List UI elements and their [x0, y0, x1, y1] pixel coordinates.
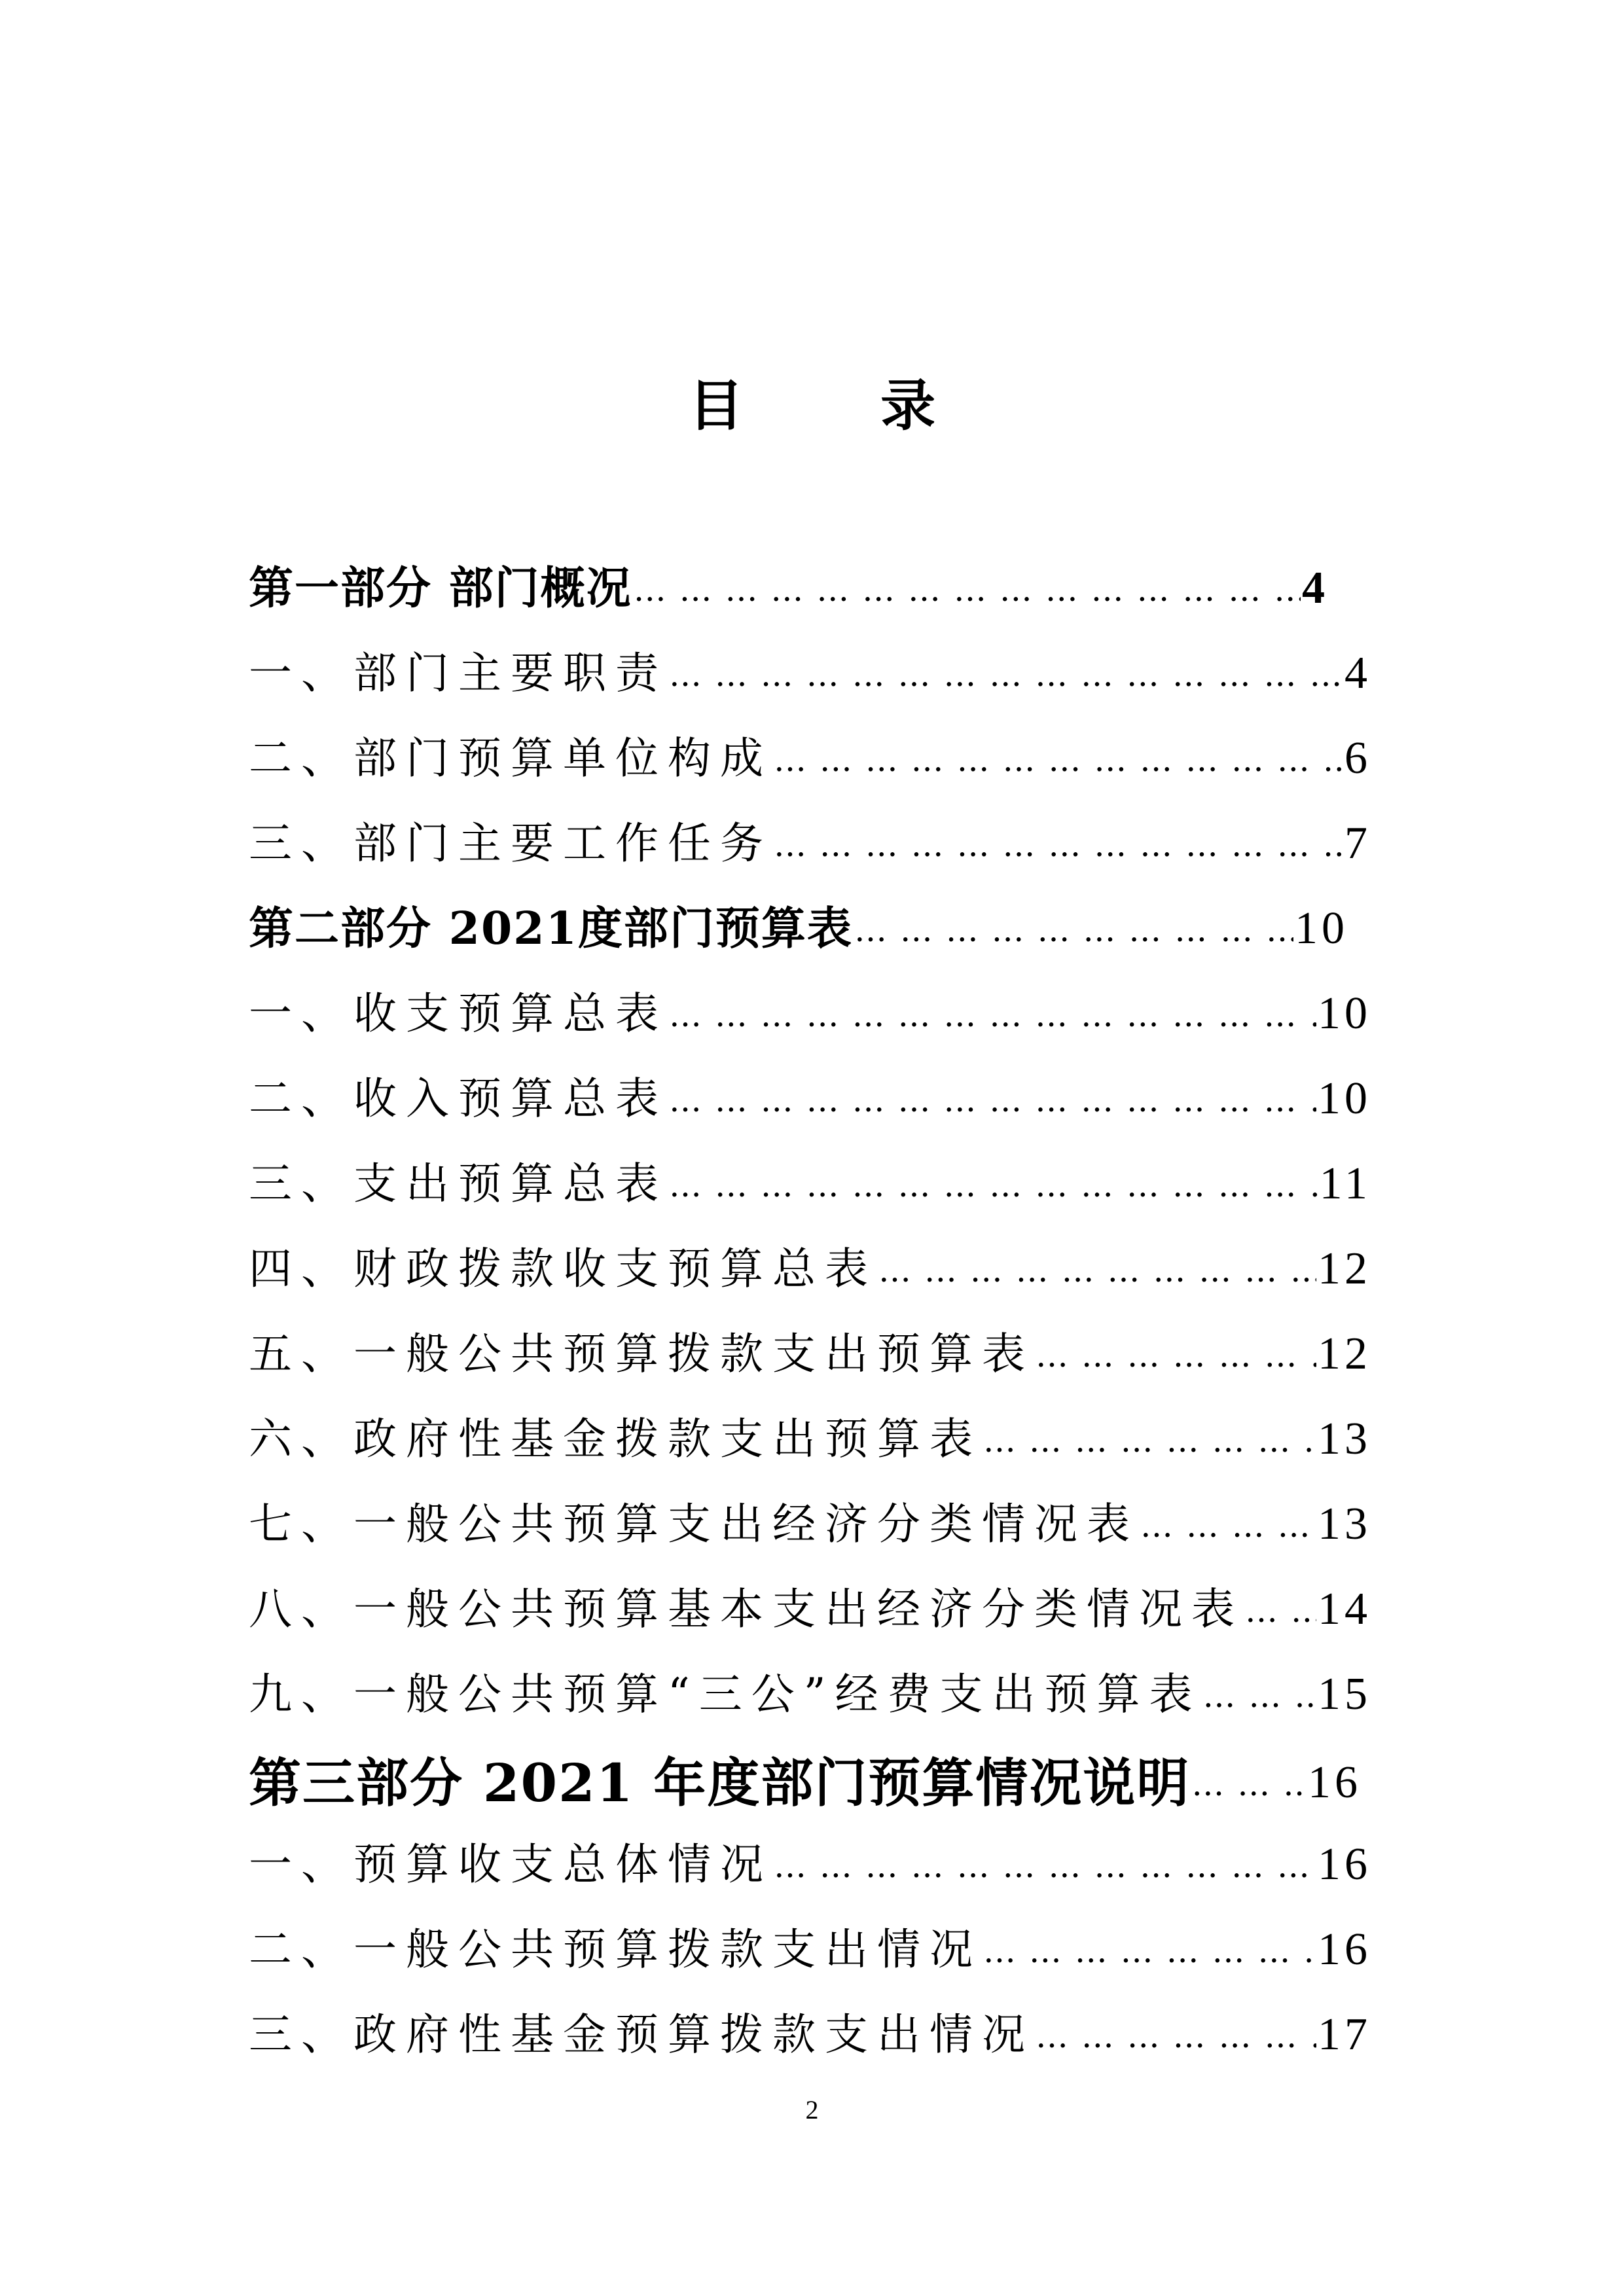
toc-dot-leader	[669, 1079, 1316, 1122]
toc-entry-label: 三、部门主要工作任务	[249, 818, 772, 869]
toc-entry-page: 10	[1295, 903, 1348, 954]
toc-entry[interactable]	[249, 1486, 1371, 1554]
toc-entry-page: 16	[1318, 1839, 1371, 1890]
toc-dot-leader	[1036, 1334, 1316, 1377]
toc-entry-part-1[interactable]	[249, 550, 1329, 618]
toc-entry[interactable]	[249, 1826, 1371, 1894]
toc-dot-leader	[983, 1419, 1316, 1462]
toc-entry-label: 第二部分 2021度部门预算表	[249, 903, 853, 955]
toc-dot-leader	[774, 738, 1343, 781]
toc-entry[interactable]	[249, 635, 1371, 703]
toc-entry[interactable]	[249, 1401, 1371, 1469]
toc-entry-label: 九、一般公共预算“三公”经费支出预算表	[249, 1669, 1202, 1719]
toc-entry[interactable]	[249, 805, 1371, 873]
toc-entry-page: 7	[1344, 818, 1371, 869]
toc-dot-leader	[1202, 1674, 1316, 1717]
toc-entry[interactable]	[249, 1571, 1371, 1639]
toc-entry-page: 16	[1318, 1924, 1371, 1975]
toc-entry-label: 第一部分 部门概况	[249, 562, 632, 615]
toc-dot-leader	[1245, 1589, 1316, 1632]
toc-entry[interactable]	[249, 1060, 1371, 1128]
toc-dot-leader	[854, 908, 1293, 952]
toc-dot-leader	[634, 568, 1301, 611]
toc-entry-page: 15	[1318, 1669, 1371, 1719]
toc-entry-label: 五、一般公共预算拨款支出预算表	[249, 1329, 1034, 1379]
toc-entry[interactable]	[249, 1145, 1371, 1213]
toc-dot-leader	[1036, 2015, 1316, 2058]
toc-dot-leader	[1140, 1504, 1316, 1547]
toc-entry-page: 13	[1318, 1499, 1371, 1549]
toc-entry-page: 10	[1318, 1073, 1371, 1124]
toc-dot-leader	[774, 823, 1343, 867]
toc-entry[interactable]	[249, 1996, 1371, 2064]
toc-entry-label: 八、一般公共预算基本支出经济分类情况表	[249, 1584, 1244, 1634]
toc-entry-label: 三、支出预算总表	[249, 1158, 668, 1209]
toc-dot-leader	[878, 1249, 1316, 1292]
toc-dot-leader	[1191, 1763, 1307, 1806]
toc-entry-label: 一、部门主要职责	[249, 648, 668, 698]
toc-dot-leader	[669, 653, 1343, 696]
toc-entry-part-2[interactable]	[249, 890, 1348, 958]
toc-dot-leader	[669, 994, 1316, 1037]
toc-entry-page: 17	[1318, 2009, 1371, 2060]
toc-entry-label: 六、政府性基金拨款支出预算表	[249, 1414, 982, 1464]
toc-entry[interactable]	[249, 720, 1371, 788]
toc-dot-leader	[669, 1164, 1318, 1207]
toc-entry-page: 13	[1318, 1414, 1371, 1464]
toc-entry[interactable]	[249, 1911, 1371, 1979]
toc-entry-page: 4	[1302, 563, 1329, 613]
toc-entry-page: 11	[1319, 1158, 1371, 1209]
toc-entry[interactable]	[249, 1656, 1371, 1724]
toc-dot-leader	[983, 1929, 1316, 1973]
toc-entry-page: 12	[1318, 1244, 1371, 1294]
toc-dot-leader	[774, 1844, 1316, 1888]
toc-entry-label: 二、收入预算总表	[249, 1073, 668, 1124]
toc-entry-page: 4	[1344, 648, 1371, 698]
toc-entry-page: 10	[1318, 988, 1371, 1039]
toc-entry-label: 一、预算收支总体情况	[249, 1839, 772, 1890]
page-number: 2	[805, 2095, 819, 2125]
toc-entry-label: 二、部门预算单位构成	[249, 733, 772, 783]
toc-entry-label: 三、政府性基金预算拨款支出情况	[249, 2009, 1034, 2060]
toc-entry-page: 16	[1308, 1757, 1362, 1808]
toc-entry-page: 6	[1344, 733, 1371, 783]
toc-entry-part-3[interactable]	[249, 1744, 1362, 1812]
toc-entry-label: 二、一般公共预算拨款支出情况	[249, 1924, 982, 1975]
page-title: 目 录	[688, 373, 995, 438]
toc-entry-page: 12	[1318, 1329, 1371, 1379]
toc-entry-label: 一、收支预算总表	[249, 988, 668, 1039]
toc-entry[interactable]	[249, 1316, 1371, 1384]
toc-entry[interactable]	[249, 975, 1371, 1043]
toc-entry-label: 四、财政拨款收支预算总表	[249, 1244, 877, 1294]
toc-entry-page: 14	[1318, 1584, 1371, 1634]
toc-entry-label: 第三部分 2021 年度部门预算情况说明	[249, 1752, 1191, 1814]
toc-entry[interactable]	[249, 1230, 1371, 1299]
toc-entry-label: 七、一般公共预算支出经济分类情况表	[249, 1499, 1139, 1549]
